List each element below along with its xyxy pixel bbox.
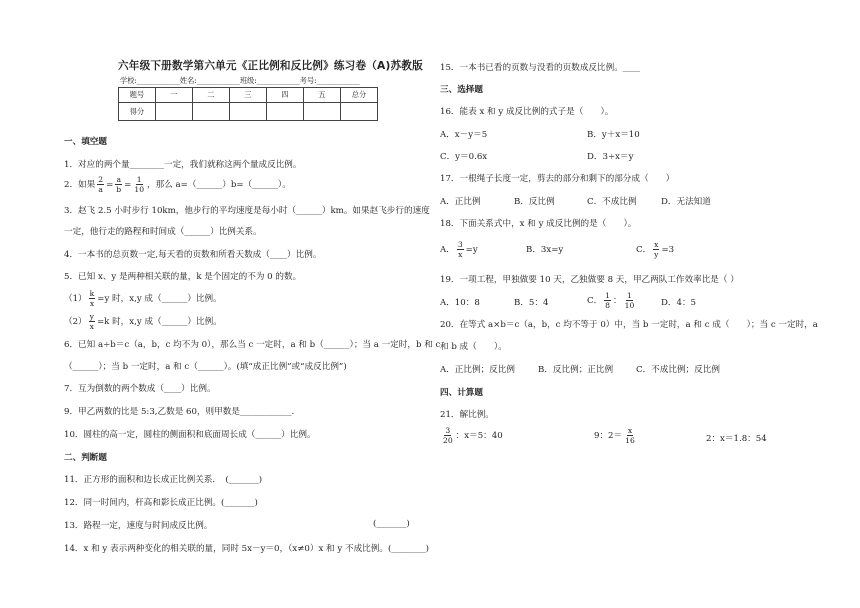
score-table-empty-cell[interactable] (156, 103, 193, 121)
part-label: （1） (64, 294, 87, 304)
option-b[interactable]: B．3x=y (526, 245, 564, 255)
section-fill-in: 一、填空题 (64, 137, 107, 147)
denominator: b (116, 185, 122, 194)
page-title: 六年级下册数学第六单元《正比例和反比例》练习卷（A)苏教版 (118, 60, 423, 72)
numerator: x (627, 426, 633, 435)
score-table-empty-cell[interactable] (230, 103, 267, 121)
fraction (89, 289, 96, 308)
numerator: k (89, 289, 95, 298)
option-d[interactable]: D．无法知道 (661, 197, 711, 207)
question-11: 11．正方形的面积和边长成正比例关系． (_______) (64, 475, 263, 485)
numerator: 3 (445, 426, 451, 435)
score-table-cell: 题号 (119, 88, 156, 103)
option-a[interactable]: A．x－y＝5 (440, 130, 488, 140)
score-table-header-row (119, 88, 378, 103)
question-19: 19．一项工程，甲独做要 10 天，乙独做要 8 天，甲乙两队工作效率比是（ ） (440, 275, 739, 285)
fraction (604, 291, 611, 310)
question-2 (64, 175, 291, 194)
score-table-cell: 得分 (119, 103, 156, 121)
section-calculation: 四、计算题 (440, 388, 483, 398)
score-table-cell: 三 (230, 88, 267, 103)
question-20-line-1: 20．在等式 a×b＝c（a，b，c 均不等于 0）中，当 b 一定时，a 和 c 成（ ）；当 c 一定时，a (440, 320, 818, 330)
option-a[interactable]: A．正比例 (440, 197, 481, 207)
fraction (442, 426, 454, 445)
score-table-cell: 二 (193, 88, 230, 103)
option-c[interactable]: C．不成比例；反比例 (636, 365, 720, 375)
fraction (624, 291, 636, 310)
part-label: （2） (64, 317, 87, 327)
option-label: C． (636, 245, 652, 255)
question-15: 15．一本书已看的页数与没看的页数成反比例。____ (440, 63, 640, 73)
question-5-part-2 (64, 312, 222, 331)
section-true-false: 二、判断题 (64, 453, 107, 463)
equation-text: ：x＝5：40 (455, 431, 503, 441)
question-5-part-1 (64, 289, 222, 308)
option-text: =3 (661, 245, 675, 255)
equals-sign: = (106, 180, 114, 190)
question-6-line-2: （______）；当 b 一定时，a 和 c（______）。(填“成正比例”或“成反比例”) (64, 362, 347, 372)
score-table-empty-cell[interactable] (267, 103, 304, 121)
fraction (133, 175, 145, 194)
score-table (118, 87, 378, 121)
numerator: x (654, 240, 659, 249)
option-text: =y (465, 245, 478, 255)
option-label: C． (587, 296, 603, 306)
question-9: 9．甲乙两数的比是 5:3,乙数是 60，则甲数是____________. (64, 407, 295, 417)
numerator: y (89, 312, 94, 321)
question-12: 12．同一时间内，杆高和影长成正比例。(_______) (64, 498, 258, 508)
question-7: 7．互为倒数的两个数成（____）比例。 (64, 384, 216, 394)
question-1: 1．对应的两个量________一定，我们就称这两个量成反比例。 (64, 160, 302, 170)
question-21: 21．解比例。 (440, 410, 494, 420)
question-16: 16．能表 x 和 y 成反比例的式子是（ ）。 (440, 107, 614, 117)
fraction (624, 426, 636, 445)
proportion-equation-3: 2：x＝1.8：54 (706, 434, 767, 444)
option-label: A． (440, 245, 455, 255)
question-20-line-2: 和 b 成（ ）。 (440, 342, 507, 352)
student-info-line: 学校:____________姓名:____________班级:____________考号:____________ (120, 76, 360, 85)
question-2-prefix: 2．如果 (64, 180, 96, 190)
question-4: 4．一本书的总页数一定,每天看的页数和所看天数成（____）比例。 (64, 250, 322, 260)
option-c[interactable] (587, 291, 637, 310)
fraction (457, 240, 464, 259)
option-b[interactable]: B．反比例 (514, 197, 555, 207)
option-a[interactable] (440, 240, 478, 259)
proportion-equation-1 (440, 426, 503, 445)
denominator: a (98, 185, 103, 194)
option-c[interactable]: C．不成比例 (587, 197, 637, 207)
numerator: a (116, 175, 121, 184)
option-d[interactable]: D．3÷x＝y (587, 152, 634, 162)
proportion-equation-2 (594, 426, 638, 445)
question-3-line-1: 3．赵飞 2.5 小时步行 10km，他步行的平均速度是每小时（______）km。如果赵飞步行的速度 (64, 206, 430, 216)
option-b[interactable]: B．5：4 (514, 298, 549, 308)
numerator: 2 (98, 175, 104, 184)
question-2-suffix: ，那么 a=（______）b=（______）。 (147, 180, 291, 190)
denominator: y (654, 250, 659, 259)
option-b[interactable]: B．y＋x＝10 (587, 130, 640, 140)
option-a[interactable]: A．10：8 (440, 298, 480, 308)
denominator: x (458, 250, 463, 259)
fraction (653, 240, 659, 259)
option-b[interactable]: B．反比例；正比例 (538, 365, 614, 375)
question-5: 5．已知 x、y 是两种相关联的量，k 是个固定的不为 0 的数。 (64, 272, 302, 282)
option-c[interactable]: C．y＝0.6x (440, 152, 488, 162)
option-d[interactable]: D．4：5 (661, 298, 697, 308)
numerator: 1 (627, 291, 632, 300)
fraction (89, 312, 95, 331)
score-table-empty-cell[interactable] (341, 103, 378, 121)
denominator: 16 (625, 436, 635, 445)
part-text: =k 时，x,y 成（______）比例。 (96, 317, 222, 327)
equation-text: 9：2＝ (594, 431, 623, 441)
question-3-line-2: 一定，他行走的路程和时间成（______）比例关系。 (64, 227, 262, 237)
denominator: 8 (605, 301, 611, 310)
question-14: 14．x 和 y 表示两种变化的相关联的量，同时 5x－y＝0，（x≠0）x 和 y 不成比例。(________) (64, 544, 430, 554)
option-a[interactable]: A．正比例；反比例 (440, 365, 515, 375)
option-c[interactable] (636, 240, 674, 259)
question-13: 13．路程一定，速度与时间成反比例。 (64, 521, 213, 531)
score-table-score-row (119, 103, 378, 121)
score-table-cell: 四 (267, 88, 304, 103)
score-table-empty-cell[interactable] (193, 103, 230, 121)
numerator: 1 (605, 291, 611, 300)
denominator: x (89, 299, 95, 308)
score-table-empty-cell[interactable] (304, 103, 341, 121)
question-10: 10．圆柱的高一定，圆柱的侧面积和底面周长成（______）比例。 (64, 430, 316, 440)
denominator: 10 (134, 185, 145, 194)
numerator: 3 (457, 240, 463, 249)
equals-sign: = (124, 180, 132, 190)
score-table-cell: 五 (304, 88, 341, 103)
denominator: x (89, 322, 94, 331)
question-6-line-1: 6．已知 a÷b＝c（a，b，c 均不为 0），那么当 c 一定时，a 和 b（______）；当 a 一定时，b 和 c (64, 340, 441, 350)
denominator: 20 (443, 436, 453, 445)
score-table-cell: 一 (156, 88, 193, 103)
fraction (97, 175, 104, 194)
ratio-colon: ： (613, 296, 622, 306)
numerator: 1 (136, 175, 142, 184)
score-table-cell: 总分 (341, 88, 378, 103)
fraction (115, 175, 122, 194)
question-13-answer-blank[interactable]: (_______) (373, 519, 410, 529)
denominator: 10 (624, 301, 635, 310)
section-multiple-choice: 三、选择题 (440, 85, 483, 95)
part-text: =y 时，x,y 成（______）比例。 (97, 294, 222, 304)
question-17: 17．一根绳子长度一定，剪去的部分和剩下的部分成（ ） (440, 174, 675, 184)
question-18: 18．下面关系式中，x 和 y 成反比例的是（ ）。 (440, 219, 637, 229)
